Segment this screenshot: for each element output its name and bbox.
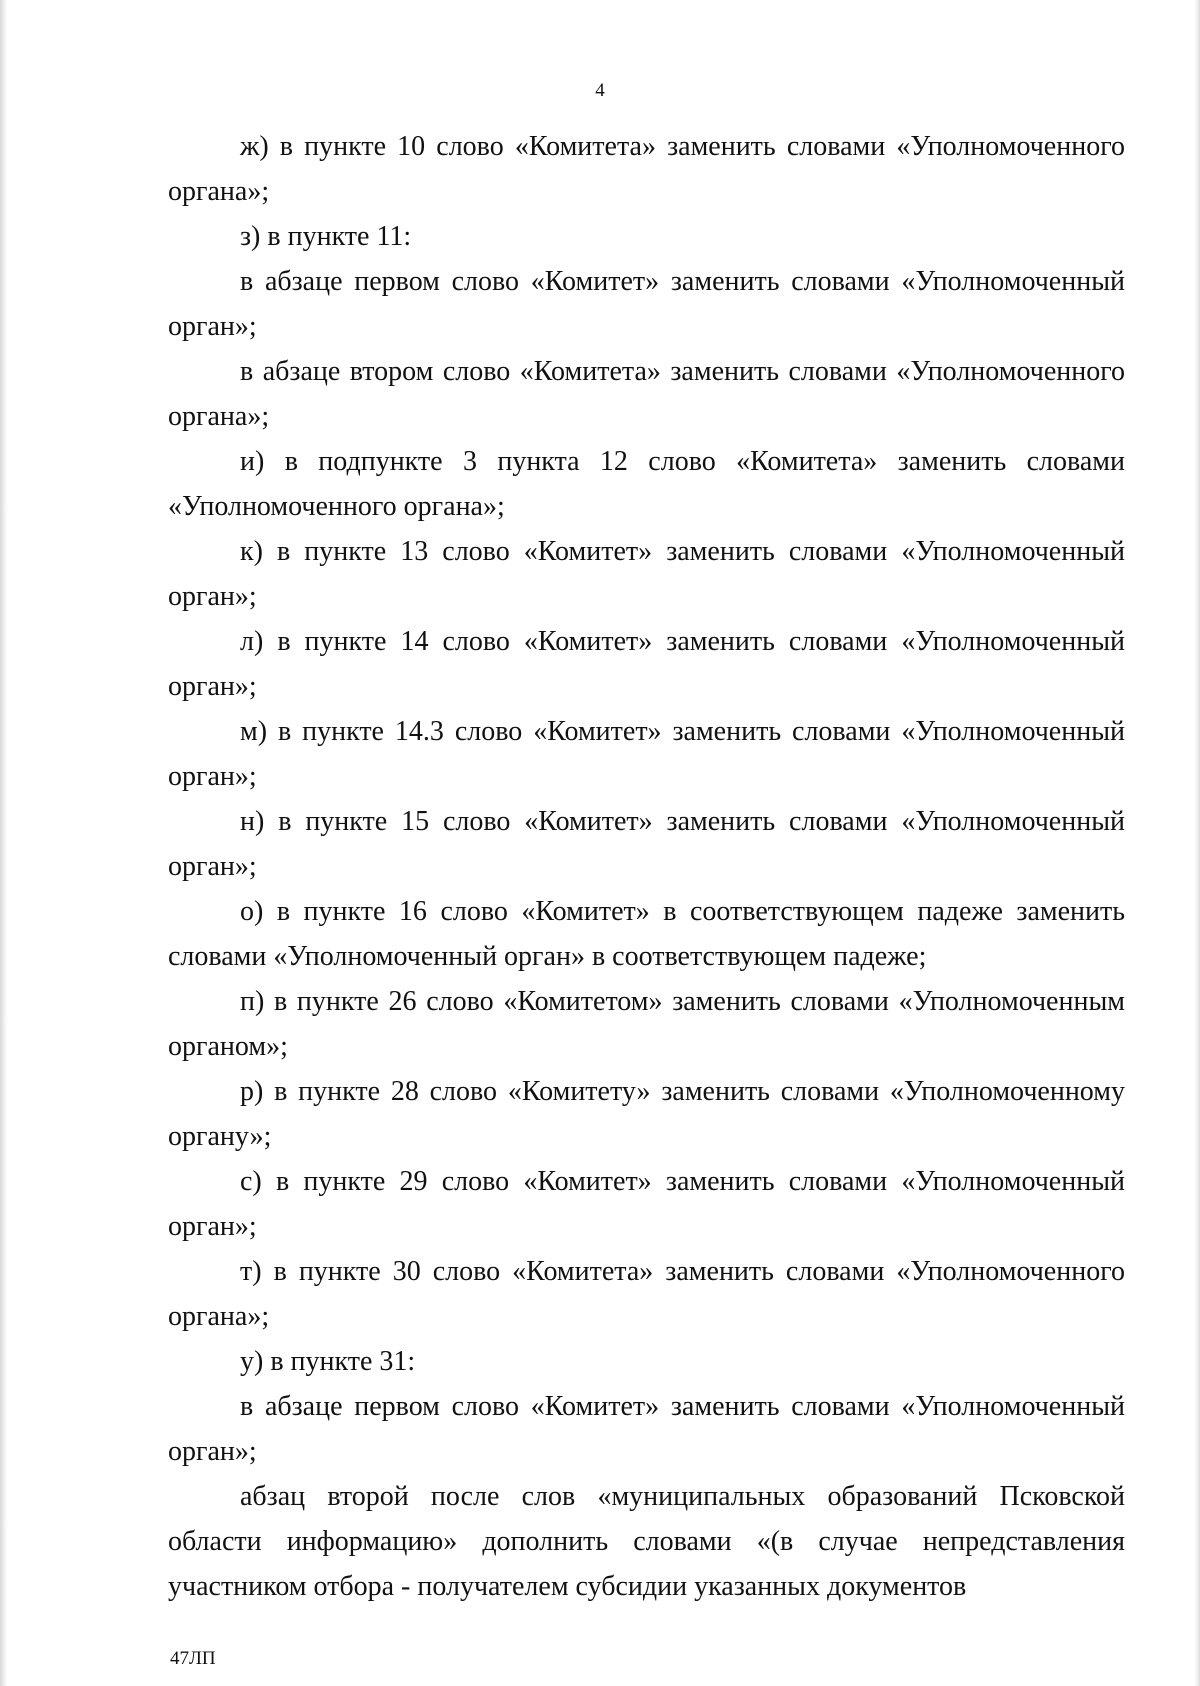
paragraph-t: т) в пункте 30 слово «Комитета» заменить словами «Уполномоченного органа»; (168, 1256, 1125, 1332)
paragraph-u-second: абзац второй после слов «муниципальных образований Псковской области информацию» дополнить словами «(в случае непредставления участником отбора - получателем субсидии указанных документов (168, 1481, 1125, 1602)
document-body (168, 124, 1125, 1609)
page-number: 4 (595, 80, 605, 101)
paragraph-i: и) в подпункте 3 пункта 12 слово «Комитета» заменить словами «Уполномоченного органа»; (168, 446, 1125, 522)
paragraph-k: к) в пункте 13 слово «Комитет» заменить словами «Уполномоченный орган»; (168, 536, 1125, 612)
paragraph-m: м) в пункте 14.3 слово «Комитет» заменить словами «Уполномоченный орган»; (168, 716, 1125, 792)
paragraph-n: н) в пункте 15 слово «Комитет» заменить словами «Уполномоченный орган»; (168, 806, 1125, 882)
paragraph-u: у) в пункте 31: (240, 1346, 416, 1377)
document-code: 47ЛП (170, 1648, 216, 1669)
paragraph-z-first: в абзаце первом слово «Комитет» заменить словами «Уполномоченный орган»; (168, 266, 1125, 342)
scan-edge-left (0, 0, 8, 1686)
paragraph-zh: ж) в пункте 10 слово «Комитета» заменить словами «Уполномоченного органа»; (168, 131, 1125, 207)
scan-edge-right (1194, 0, 1200, 1686)
paragraph-o: о) в пункте 16 слово «Комитет» в соответствующем падеже заменить словами «Уполномоченный орган» в соответствующем падеже; (168, 896, 1125, 972)
paragraph-z-second: в абзаце втором слово «Комитета» заменить словами «Уполномоченного органа»; (168, 356, 1125, 432)
paragraph-s: с) в пункте 29 слово «Комитет» заменить словами «Уполномоченный орган»; (168, 1166, 1125, 1242)
paragraph-r: р) в пункте 28 слово «Комитету» заменить словами «Уполномоченному органу»; (168, 1076, 1125, 1152)
paragraph-p: п) в пункте 26 слово «Комитетом» заменить словами «Уполномоченным органом»; (168, 986, 1125, 1062)
paragraph-u-first: в абзаце первом слово «Комитет» заменить словами «Уполномоченный орган»; (168, 1391, 1125, 1467)
paragraph-z: з) в пункте 11: (240, 221, 412, 252)
paragraph-l: л) в пункте 14 слово «Комитет» заменить словами «Уполномоченный орган»; (168, 626, 1125, 702)
